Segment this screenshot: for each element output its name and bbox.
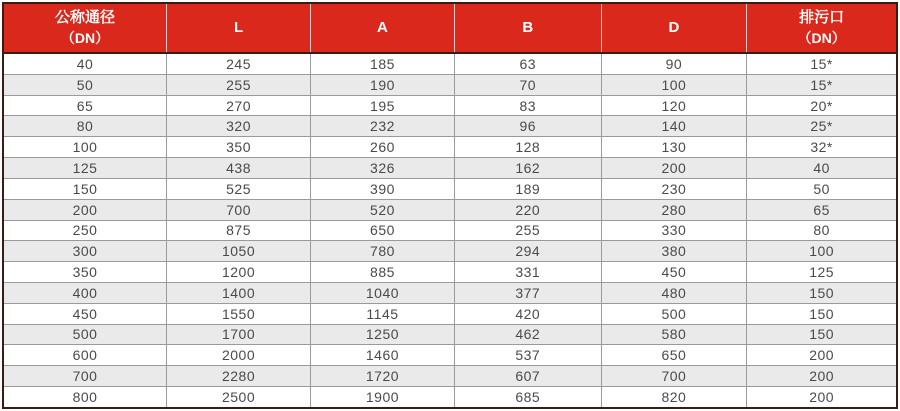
table-cell: 326 — [311, 158, 455, 179]
table-cell: 685 — [454, 387, 601, 408]
table-header — [3, 3, 897, 53]
column-header-排污口（DN） — [747, 3, 897, 53]
table-cell: 525 — [167, 178, 311, 199]
table-cell: 25* — [747, 116, 897, 137]
table-cell: 700 — [167, 199, 311, 220]
table-cell: 100 — [601, 74, 747, 95]
table-cell: 1900 — [311, 387, 455, 408]
column-header-label: B — [522, 18, 534, 36]
column-header-L — [167, 3, 311, 53]
table-cell: 300 — [3, 241, 167, 262]
table-cell: 65 — [747, 199, 897, 220]
table-row — [3, 74, 897, 95]
table-cell: 150 — [3, 178, 167, 199]
table-row — [3, 95, 897, 116]
table-cell: 50 — [3, 74, 167, 95]
table-cell: 100 — [3, 137, 167, 158]
table-cell: 280 — [601, 199, 747, 220]
table-cell: 70 — [454, 74, 601, 95]
table-cell: 700 — [601, 366, 747, 387]
table-cell: 83 — [454, 95, 601, 116]
table-cell: 580 — [601, 324, 747, 345]
column-header-D — [601, 3, 747, 53]
table-cell: 220 — [454, 199, 601, 220]
column-header-公称通径（DN） — [3, 3, 167, 53]
table-cell: 200 — [747, 366, 897, 387]
table-cell: 1550 — [167, 303, 311, 324]
table-row — [3, 324, 897, 345]
table-cell: 128 — [454, 137, 601, 158]
table-cell: 320 — [167, 116, 311, 137]
table-cell: 537 — [454, 345, 601, 366]
table-cell: 40 — [3, 53, 167, 74]
table-row — [3, 387, 897, 408]
column-header-label: D — [668, 18, 680, 36]
table-cell: 162 — [454, 158, 601, 179]
table-cell: 200 — [747, 345, 897, 366]
table-cell: 50 — [747, 178, 897, 199]
table-row — [3, 137, 897, 158]
table-row — [3, 262, 897, 283]
table-cell: 600 — [3, 345, 167, 366]
table-row — [3, 199, 897, 220]
table-row — [3, 178, 897, 199]
table-body — [3, 53, 897, 408]
table-cell: 350 — [167, 137, 311, 158]
table-cell: 1720 — [311, 366, 455, 387]
column-header-label: L — [233, 18, 244, 36]
table-cell: 270 — [167, 95, 311, 116]
table-cell: 255 — [167, 74, 311, 95]
table-cell: 140 — [601, 116, 747, 137]
table-cell: 480 — [601, 282, 747, 303]
table-cell: 2280 — [167, 366, 311, 387]
table-cell: 200 — [601, 158, 747, 179]
table-cell: 15* — [747, 53, 897, 74]
table-cell: 245 — [167, 53, 311, 74]
table-cell: 294 — [454, 241, 601, 262]
table-cell: 462 — [454, 324, 601, 345]
table-cell: 190 — [311, 74, 455, 95]
table-row — [3, 303, 897, 324]
table-cell: 189 — [454, 178, 601, 199]
table-cell: 607 — [454, 366, 601, 387]
valve-dimension-table — [2, 2, 898, 409]
table-cell: 130 — [601, 137, 747, 158]
table-cell: 90 — [601, 53, 747, 74]
table-cell: 255 — [454, 220, 601, 241]
column-header-A — [311, 3, 455, 53]
table-cell: 500 — [3, 324, 167, 345]
table-header-row — [3, 3, 897, 53]
table-cell: 500 — [601, 303, 747, 324]
table-cell: 885 — [311, 262, 455, 283]
table-cell: 80 — [747, 220, 897, 241]
table-row — [3, 366, 897, 387]
table-cell: 185 — [311, 53, 455, 74]
table-cell: 1040 — [311, 282, 455, 303]
table-row — [3, 53, 897, 74]
table-cell: 650 — [311, 220, 455, 241]
table-cell: 820 — [601, 387, 747, 408]
table-cell: 390 — [311, 178, 455, 199]
table-cell: 65 — [3, 95, 167, 116]
table-row — [3, 241, 897, 262]
table-cell: 377 — [454, 282, 601, 303]
table-row — [3, 220, 897, 241]
dimension-table-container — [2, 2, 898, 409]
table-cell: 80 — [3, 116, 167, 137]
table-cell: 2500 — [167, 387, 311, 408]
table-cell: 350 — [3, 262, 167, 283]
table-cell: 1460 — [311, 345, 455, 366]
table-cell: 330 — [601, 220, 747, 241]
table-cell: 250 — [3, 220, 167, 241]
table-cell: 520 — [311, 199, 455, 220]
table-cell: 331 — [454, 262, 601, 283]
table-cell: 420 — [454, 303, 601, 324]
table-cell: 2000 — [167, 345, 311, 366]
column-header-B — [454, 3, 601, 53]
table-cell: 120 — [601, 95, 747, 116]
table-cell: 1050 — [167, 241, 311, 262]
table-cell: 450 — [3, 303, 167, 324]
table-cell: 400 — [3, 282, 167, 303]
table-cell: 438 — [167, 158, 311, 179]
table-cell: 96 — [454, 116, 601, 137]
table-cell: 1200 — [167, 262, 311, 283]
column-header-sublabel: （DN） — [60, 29, 110, 46]
table-cell: 1250 — [311, 324, 455, 345]
table-cell: 20* — [747, 95, 897, 116]
table-cell: 800 — [3, 387, 167, 408]
table-cell: 15* — [747, 74, 897, 95]
table-cell: 875 — [167, 220, 311, 241]
table-cell: 150 — [747, 282, 897, 303]
table-cell: 63 — [454, 53, 601, 74]
table-cell: 200 — [747, 387, 897, 408]
table-row — [3, 116, 897, 137]
table-cell: 125 — [747, 262, 897, 283]
table-row — [3, 282, 897, 303]
table-cell: 195 — [311, 95, 455, 116]
column-header-label: 排污口 — [799, 9, 845, 27]
table-cell: 40 — [747, 158, 897, 179]
table-cell: 100 — [747, 241, 897, 262]
table-cell: 150 — [747, 303, 897, 324]
table-cell: 1700 — [167, 324, 311, 345]
table-cell: 150 — [747, 324, 897, 345]
table-cell: 32* — [747, 137, 897, 158]
column-header-label: A — [377, 18, 388, 36]
table-row — [3, 158, 897, 179]
table-cell: 780 — [311, 241, 455, 262]
column-header-sublabel: （DN） — [797, 29, 846, 46]
table-cell: 125 — [3, 158, 167, 179]
table-row — [3, 345, 897, 366]
table-cell: 700 — [3, 366, 167, 387]
table-cell: 1145 — [311, 303, 455, 324]
table-cell: 232 — [311, 116, 455, 137]
table-cell: 260 — [311, 137, 455, 158]
table-cell: 230 — [601, 178, 747, 199]
table-cell: 380 — [601, 241, 747, 262]
table-cell: 650 — [601, 345, 747, 366]
table-cell: 1400 — [167, 282, 311, 303]
table-cell: 200 — [3, 199, 167, 220]
column-header-label: 公称通径 — [55, 9, 116, 27]
table-cell: 450 — [601, 262, 747, 283]
